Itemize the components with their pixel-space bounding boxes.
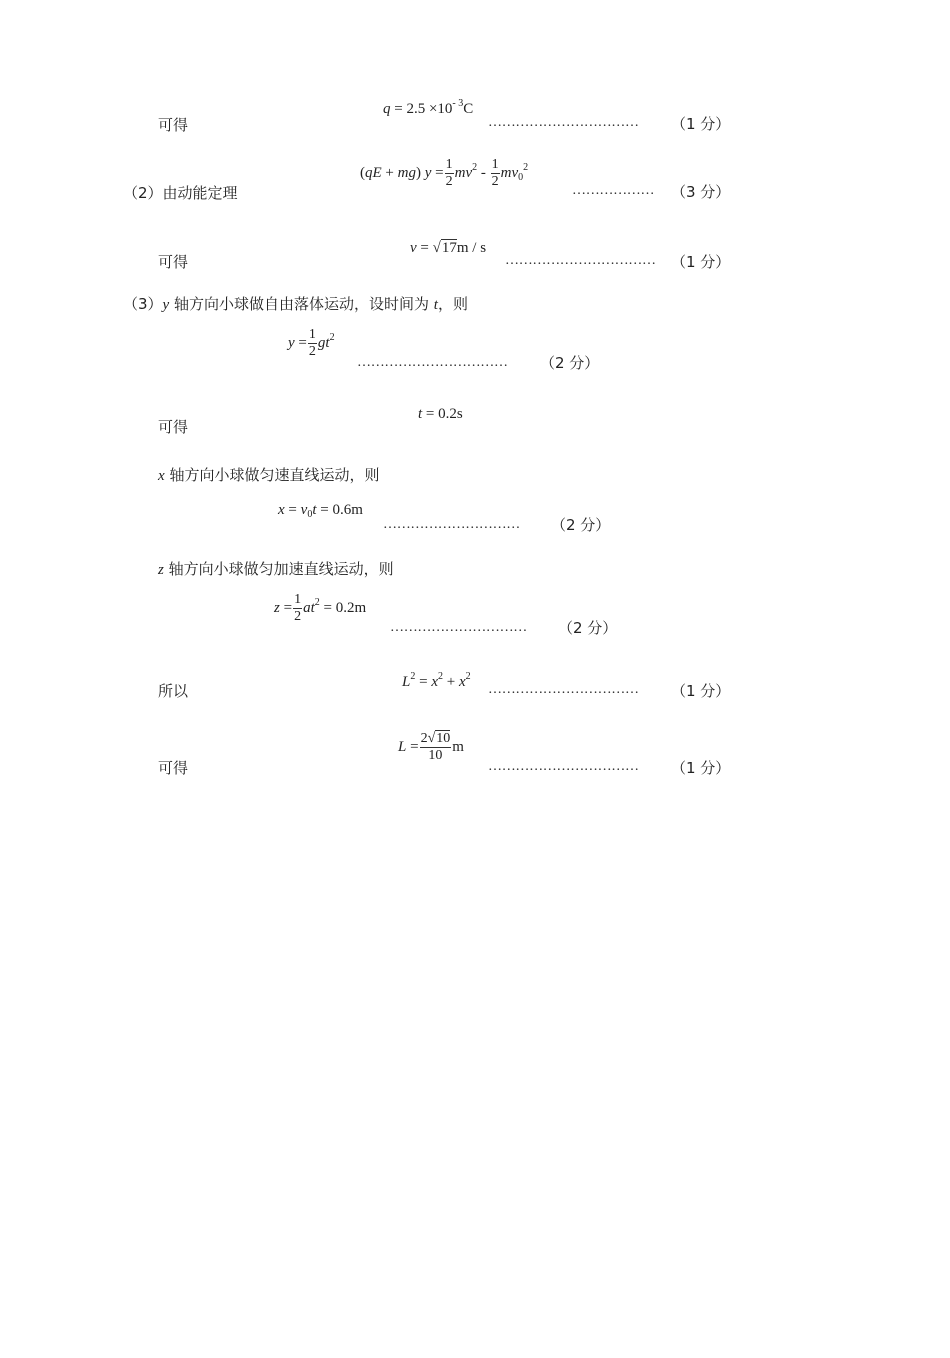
label-part3-y-axis: （3）y 轴方向小球做自由落体运动，设时间为 t，则 bbox=[123, 295, 468, 313]
leader-dots: …………………………… bbox=[488, 759, 639, 774]
label-kede-1: 可得 bbox=[158, 116, 189, 134]
score-3: （1 分） bbox=[671, 253, 731, 271]
leader-dots: ………………………… bbox=[390, 620, 528, 635]
formula-charge: $q = 2.5 \times 10^{- 3}C$ bbox=[383, 98, 474, 117]
score-8: （1 分） bbox=[671, 759, 731, 777]
formula-time: t = 0.2s bbox=[418, 406, 463, 422]
leader-dots: …………………………… bbox=[488, 682, 639, 697]
formula-length: L = $\frac{2√10}{10}$ m bbox=[398, 731, 464, 764]
score-7: （1 分） bbox=[671, 682, 731, 700]
label-x-axis: x 轴方向小球做匀速直线运动，则 bbox=[158, 466, 380, 484]
score-4: （2 分） bbox=[540, 354, 600, 372]
formula-free-fall: y = $\frac{1}{2}$ $gt^2$ bbox=[288, 327, 335, 360]
score-2: （3 分） bbox=[671, 183, 731, 201]
score-6: （2 分） bbox=[558, 619, 618, 637]
formula-length-squared: $L^2 = x^2 + x^2$ bbox=[402, 671, 471, 690]
label-kinetic-theorem: （2）由动能定理 bbox=[123, 184, 238, 202]
label-kede-2: 可得 bbox=[158, 253, 189, 271]
label-kede-3: 可得 bbox=[158, 418, 189, 436]
formula-velocity: v = √17m / s bbox=[410, 240, 487, 256]
formula-z-displacement: z = $\frac{1}{2}$ $at^2 = 0.2m$ bbox=[274, 592, 367, 625]
score-5: （2 分） bbox=[551, 516, 611, 534]
leader-dots: ………………………… bbox=[383, 517, 521, 532]
label-suoyi: 所以 bbox=[158, 682, 189, 700]
label-kede-4: 可得 bbox=[158, 759, 189, 777]
formula-x-displacement: $x = v_0t = 0.6m$ bbox=[278, 502, 363, 520]
leader-dots: …………………………… bbox=[488, 115, 639, 130]
score-1: （1 分） bbox=[671, 115, 731, 133]
leader-dots: ……………… bbox=[572, 183, 655, 198]
leader-dots: …………………………… bbox=[505, 253, 656, 268]
leader-dots: …………………………… bbox=[357, 355, 508, 370]
formula-energy: (qE + mg) y = $\frac{1}{2}$ $mv^2$ - $\frac{1}{2}$ $mv_0^2$ bbox=[360, 157, 529, 190]
label-z-axis: z 轴方向小球做匀加速直线运动，则 bbox=[158, 560, 394, 578]
